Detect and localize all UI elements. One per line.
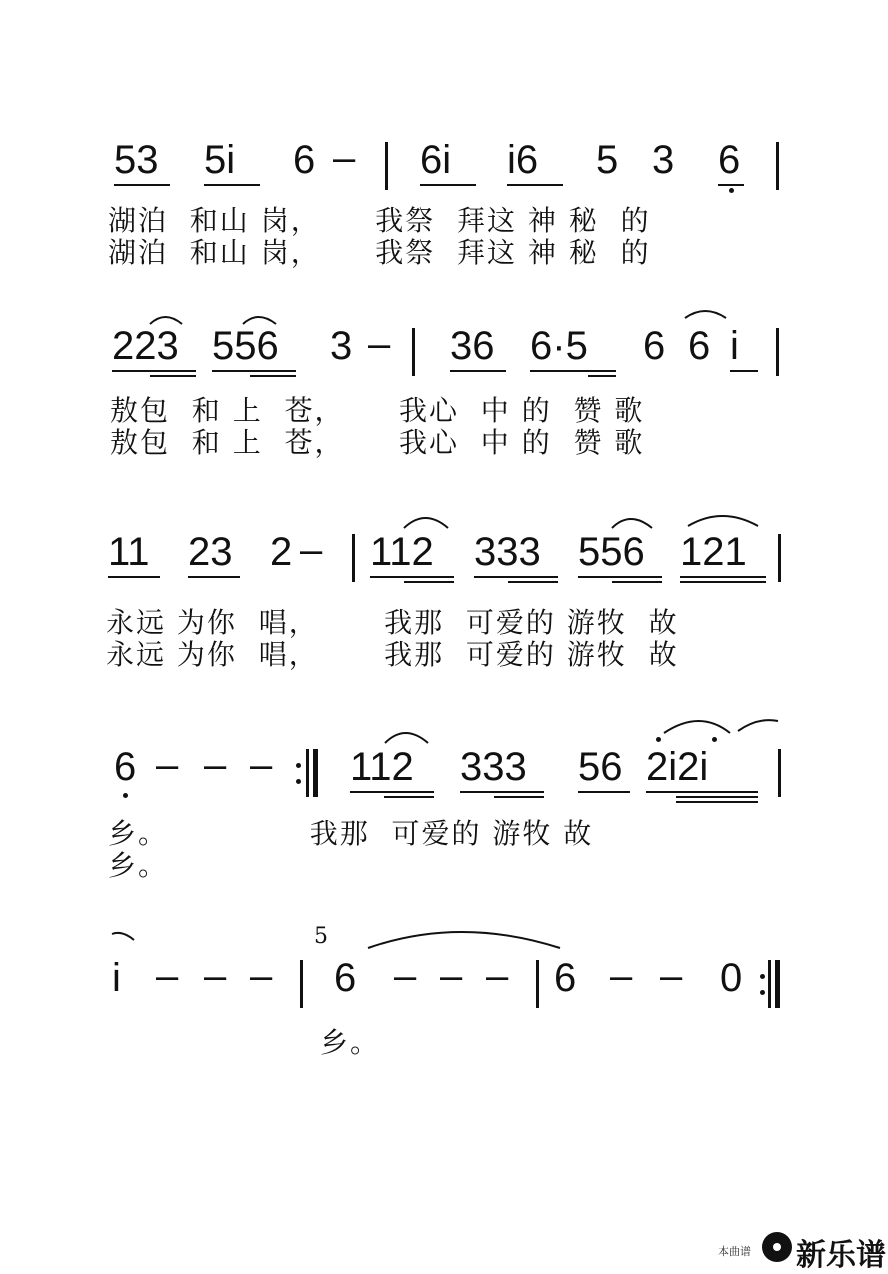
note-group: 2i2i xyxy=(646,745,709,789)
octave-dot xyxy=(712,737,717,742)
repeat-dot xyxy=(296,779,301,784)
underline xyxy=(530,370,616,372)
note-group: 56 xyxy=(578,745,623,789)
underline xyxy=(384,796,434,798)
underline xyxy=(676,801,758,803)
dash: – xyxy=(204,743,227,787)
underline xyxy=(578,576,662,578)
note: 6 xyxy=(114,745,137,789)
record-icon xyxy=(762,1232,792,1262)
note-group: 5i xyxy=(204,138,236,182)
repeat-dot xyxy=(296,763,301,768)
lyric-line: 湖泊 和山 岗， 我祭 拜这 神 秘 的 xyxy=(108,204,651,237)
underline xyxy=(612,581,662,583)
final-barline xyxy=(775,960,780,1008)
octave-dot xyxy=(656,737,661,742)
barline xyxy=(778,534,781,582)
underline xyxy=(494,796,544,798)
underline xyxy=(150,375,196,377)
note-group: 121 xyxy=(680,530,747,574)
note-group: 333 xyxy=(460,745,527,789)
note-group: 333 xyxy=(474,530,541,574)
dash: – xyxy=(486,954,509,998)
note: 2 xyxy=(270,530,293,574)
note: 0 xyxy=(720,956,743,1000)
underline xyxy=(114,184,170,186)
octave-dot xyxy=(123,793,128,798)
music-line-2 xyxy=(0,310,888,470)
dash: – xyxy=(156,954,179,998)
underline xyxy=(474,576,558,578)
dash: – xyxy=(333,136,356,180)
dash: – xyxy=(660,954,683,998)
underline xyxy=(404,581,454,583)
lyric-line: 湖泊 和山 岗， 我祭 拜这 神 秘 的 xyxy=(108,236,651,269)
underline xyxy=(680,581,766,583)
octave-dot xyxy=(729,188,734,193)
note-group: 556 xyxy=(212,324,279,368)
music-line-4 xyxy=(0,715,888,885)
music-line-1 xyxy=(0,130,888,290)
note: 6 xyxy=(688,324,711,368)
repeat-dot xyxy=(760,990,765,995)
note: 5 xyxy=(596,138,619,182)
barline xyxy=(778,749,781,797)
barline xyxy=(412,328,415,376)
note: 6 xyxy=(334,956,357,1000)
dash: – xyxy=(250,954,273,998)
underline xyxy=(676,796,758,798)
note-group: 6i xyxy=(420,138,452,182)
note: i xyxy=(112,956,121,1000)
underline xyxy=(450,370,506,372)
note: 6 xyxy=(554,956,577,1000)
underline xyxy=(460,791,544,793)
lyric-line: 乡。 我那 可爱的 游牧 故 xyxy=(108,817,594,850)
note-group: i6 xyxy=(507,138,539,182)
music-line-3 xyxy=(0,510,888,680)
note: 6 xyxy=(718,138,741,182)
underline xyxy=(588,375,616,377)
dash: – xyxy=(204,954,227,998)
underline xyxy=(508,581,558,583)
barline xyxy=(385,142,388,190)
underline xyxy=(730,370,758,372)
lyric-line: 永远 为你 唱， 我那 可爱的 游牧 故 xyxy=(106,606,679,639)
dash: – xyxy=(250,743,273,787)
note-group: 53 xyxy=(114,138,159,182)
lyric-line: 敖包 和 上 苍， 我心 中 的 赞 歌 xyxy=(110,426,645,459)
note: 6 xyxy=(293,138,316,182)
underline xyxy=(108,576,160,578)
note-group: 223 xyxy=(112,324,179,368)
dash: – xyxy=(300,528,323,572)
dash: – xyxy=(440,954,463,998)
dash: – xyxy=(610,954,633,998)
note-group: 112 xyxy=(350,745,414,789)
underline xyxy=(370,576,454,578)
underline xyxy=(680,576,766,578)
underline xyxy=(188,576,240,578)
note: 3 xyxy=(652,138,675,182)
underline xyxy=(507,184,563,186)
lyric-line: 乡。 xyxy=(320,1026,381,1059)
underline xyxy=(646,791,758,793)
note-group: 23 xyxy=(188,530,233,574)
underline xyxy=(350,791,434,793)
final-barline xyxy=(313,749,318,797)
repeat-dot xyxy=(760,974,765,979)
barline xyxy=(300,960,303,1008)
barline xyxy=(776,328,779,376)
footer-caption: 本曲谱 xyxy=(718,1245,751,1258)
underline xyxy=(250,375,296,377)
note: 6 xyxy=(643,324,666,368)
lyric-line: 敖包 和 上 苍， 我心 中 的 赞 歌 xyxy=(110,394,645,427)
underline xyxy=(420,184,476,186)
note-group: 11 xyxy=(108,530,150,574)
underline xyxy=(112,370,196,372)
barline xyxy=(352,534,355,582)
lyric-line: 永远 为你 唱， 我那 可爱的 游牧 故 xyxy=(106,638,679,671)
barline xyxy=(536,960,539,1008)
dash: – xyxy=(156,743,179,787)
note-group: 112 xyxy=(370,530,434,574)
underline xyxy=(212,370,296,372)
note: i xyxy=(730,324,739,368)
grace-note: 5 xyxy=(314,924,328,949)
barline xyxy=(768,960,771,1008)
dash: – xyxy=(368,322,391,366)
underline xyxy=(578,791,630,793)
note: 3 xyxy=(330,324,353,368)
underline xyxy=(718,184,744,186)
barline xyxy=(776,142,779,190)
note-group: 556 xyxy=(578,530,645,574)
lyric-line: 乡。 xyxy=(108,849,169,882)
music-line-5 xyxy=(0,920,888,1070)
brand-logo: 新乐谱 xyxy=(796,1238,886,1273)
underline xyxy=(204,184,260,186)
barline xyxy=(306,749,309,797)
note-group: 6·5 xyxy=(530,324,588,368)
note-group: 36 xyxy=(450,324,495,368)
dash: – xyxy=(394,954,417,998)
